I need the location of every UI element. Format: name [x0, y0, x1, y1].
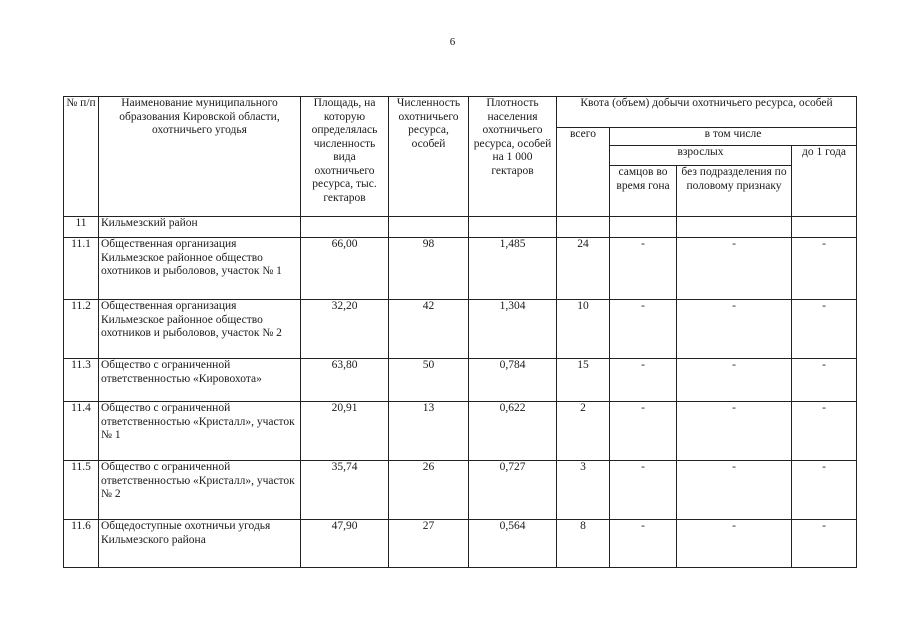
table-row — [64, 300, 857, 359]
row-count: 13 — [389, 402, 469, 461]
row-total: 2 — [557, 402, 610, 461]
row-nosex: - — [677, 520, 792, 568]
header-no-sex: без подразделения по половому признаку — [677, 166, 792, 217]
row-males: - — [610, 520, 677, 568]
district-no: 11 — [64, 217, 99, 238]
row-area: 47,90 — [301, 520, 389, 568]
row-density: 1,485 — [469, 238, 557, 300]
row-count: 27 — [389, 520, 469, 568]
header-under1: до 1 года — [792, 146, 857, 217]
row-density: 0,784 — [469, 359, 557, 402]
row-area: 66,00 — [301, 238, 389, 300]
table-header — [64, 97, 857, 217]
table-row — [64, 461, 857, 520]
header-area: Площадь, на которую определялась численность вида охотничьего ресурса, тыс. гектаров — [301, 97, 389, 217]
row-count: 26 — [389, 461, 469, 520]
row-no: 11.3 — [64, 359, 99, 402]
row-total: 10 — [557, 300, 610, 359]
row-name: Общество с ограниченной ответственностью «Кристалл», участок № 2 — [99, 461, 301, 520]
row-density: 0,622 — [469, 402, 557, 461]
row-name: Общественная организация Кильмезское районное общество охотников и рыболовов, участок № 2 — [99, 300, 301, 359]
row-total: 8 — [557, 520, 610, 568]
row-males: - — [610, 402, 677, 461]
row-name: Общедоступные охотничьи угодья Кильмезского района — [99, 520, 301, 568]
row-under1: - — [792, 359, 857, 402]
row-under1: - — [792, 520, 857, 568]
row-males: - — [610, 238, 677, 300]
row-no: 11.4 — [64, 402, 99, 461]
page-number: 6 — [449, 36, 456, 48]
table-row — [64, 238, 857, 300]
header-no: № п/п — [64, 97, 99, 217]
row-name: Общество с ограниченной ответственностью «Кировохота» — [99, 359, 301, 402]
row-nosex: - — [677, 238, 792, 300]
row-area: 32,20 — [301, 300, 389, 359]
row-males: - — [610, 300, 677, 359]
row-no: 11.6 — [64, 520, 99, 568]
row-count: 42 — [389, 300, 469, 359]
row-density: 1,304 — [469, 300, 557, 359]
header-total: всего — [557, 128, 610, 217]
row-no: 11.2 — [64, 300, 99, 359]
table-row — [64, 359, 857, 402]
district-name: Кильмезский район — [99, 217, 301, 238]
header-count: Численность охотничьего ресурса, особей — [389, 97, 469, 217]
row-area: 63,80 — [301, 359, 389, 402]
row-density: 0,564 — [469, 520, 557, 568]
header-name: Наименование муниципального образования Кировской области, охотничьего угодья — [99, 97, 301, 217]
row-no: 11.1 — [64, 238, 99, 300]
row-under1: - — [792, 461, 857, 520]
row-nosex: - — [677, 402, 792, 461]
row-total: 24 — [557, 238, 610, 300]
row-density: 0,727 — [469, 461, 557, 520]
header-quota: Квота (объем) добычи охотничьего ресурса, особей — [557, 97, 857, 128]
table-row — [64, 520, 857, 568]
row-no: 11.5 — [64, 461, 99, 520]
row-area: 20,91 — [301, 402, 389, 461]
header-adults: взрослых — [610, 146, 792, 166]
row-males: - — [610, 461, 677, 520]
district-row — [64, 217, 857, 238]
row-under1: - — [792, 402, 857, 461]
row-males: - — [610, 359, 677, 402]
row-nosex: - — [677, 300, 792, 359]
header-including: в том числе — [610, 128, 857, 146]
row-count: 98 — [389, 238, 469, 300]
quota-table — [63, 96, 857, 568]
row-count: 50 — [389, 359, 469, 402]
table-body — [64, 217, 857, 568]
row-total: 3 — [557, 461, 610, 520]
row-under1: - — [792, 300, 857, 359]
row-name: Общество с ограниченной ответственностью «Кристалл», участок № 1 — [99, 402, 301, 461]
header-density: Плотность населения охотничьего ресурса, особей на 1 000 гектаров — [469, 97, 557, 217]
row-area: 35,74 — [301, 461, 389, 520]
table-row — [64, 402, 857, 461]
row-nosex: - — [677, 461, 792, 520]
row-nosex: - — [677, 359, 792, 402]
row-name: Общественная организация Кильмезское районное общество охотников и рыболовов, участок № 1 — [99, 238, 301, 300]
header-males-rut: самцов во время гона — [610, 166, 677, 217]
row-total: 15 — [557, 359, 610, 402]
row-under1: - — [792, 238, 857, 300]
